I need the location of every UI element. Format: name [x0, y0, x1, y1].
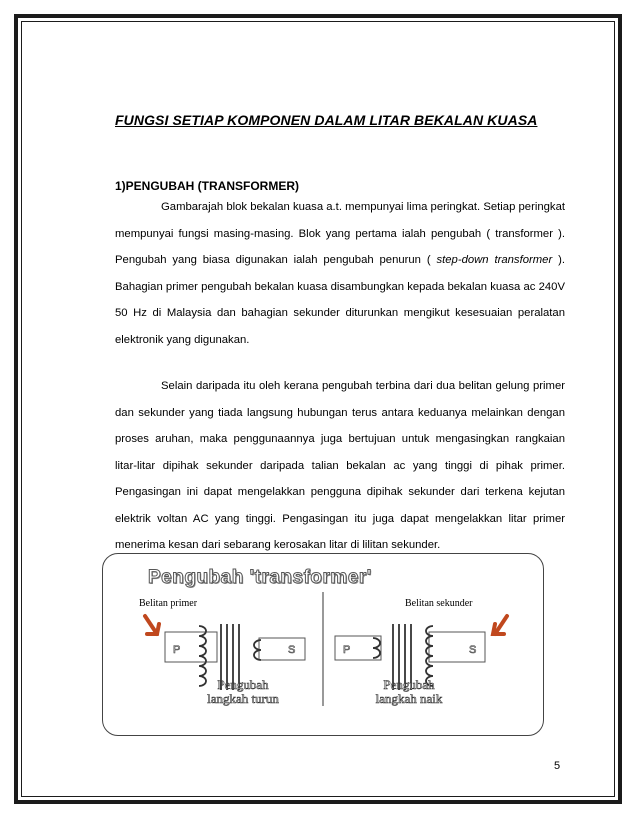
arrow-secondary-icon — [493, 616, 507, 634]
caption-step-down-line2: langkah turun — [207, 691, 279, 706]
section-title: 1)PENGUBAH (TRANSFORMER) — [115, 179, 299, 193]
arrow-primary-icon — [145, 616, 159, 634]
left-s-label: S — [288, 644, 296, 656]
paragraph-1-text-a: Gambarajah blok bekalan kuasa a.t. mempunyai lima peringkat. Setiap peringkat mempunyai fungsi masing-masing. Blok yang pertama ialah pengubah ( transformer ). Pengubah yang biasa digunakan ialah pengubah penurun ( — [115, 201, 565, 266]
right-s-label: S — [469, 644, 477, 656]
right-p-label: P — [343, 644, 351, 656]
caption-step-down-line1: Pengubah — [217, 677, 269, 692]
caption-step-up-line1: Pengubah — [383, 677, 435, 692]
transformer-diagram — [103, 554, 545, 737]
paragraph-1-text-b: ). Bahagian primer pengubah bekalan kuasa disambungkan kepada bekalan kuasa ac 240V 50 Hz di Malaysia dan bahagian sekunder diturunkan mengikut kesesuaian peralatan elektronik yang digunakan. — [115, 254, 565, 346]
label-primary-winding: Belitan primer — [139, 598, 198, 609]
paragraph-2 — [115, 373, 565, 559]
transformer-figure — [102, 553, 544, 736]
paragraph-1 — [115, 194, 565, 353]
figure-title: Pengubah 'transformer' — [148, 567, 372, 588]
page-heading: FUNGSI SETIAP KOMPONEN DALAM LITAR BEKALAN KUASA — [115, 112, 538, 128]
caption-step-down — [187, 678, 299, 706]
caption-step-up-line2: langkah naik — [375, 691, 443, 706]
paragraph-1-italic: step-down transformer — [436, 254, 553, 266]
page-number: 5 — [554, 760, 561, 772]
paragraph-2-text: Selain daripada itu oleh kerana pengubah terbina dari dua belitan gelung primer dan sekunder yang tiada langsung hubungan terus antara keduanya melainkan dengan proses aruhan, maka penggunaannya juga bertujuan untuk mengasingkan rangkaian litar-litar dipihak sekunder daripada talian bekalan ac yang tinggi di pihak primer. Pengasingan ini dapat mengelakkan pengguna dipihak sekunder dari terkena kejutan elektrik voltan AC yang tinggi. Pengasingan itu juga dapat mengelakkan litar primer menerima kesan dari sebarang kerosakan litar di lilitan sekunder. — [115, 380, 565, 551]
left-p-label: P — [173, 644, 181, 656]
label-secondary-winding: Belitan sekunder — [405, 598, 473, 609]
caption-step-up — [353, 678, 465, 706]
